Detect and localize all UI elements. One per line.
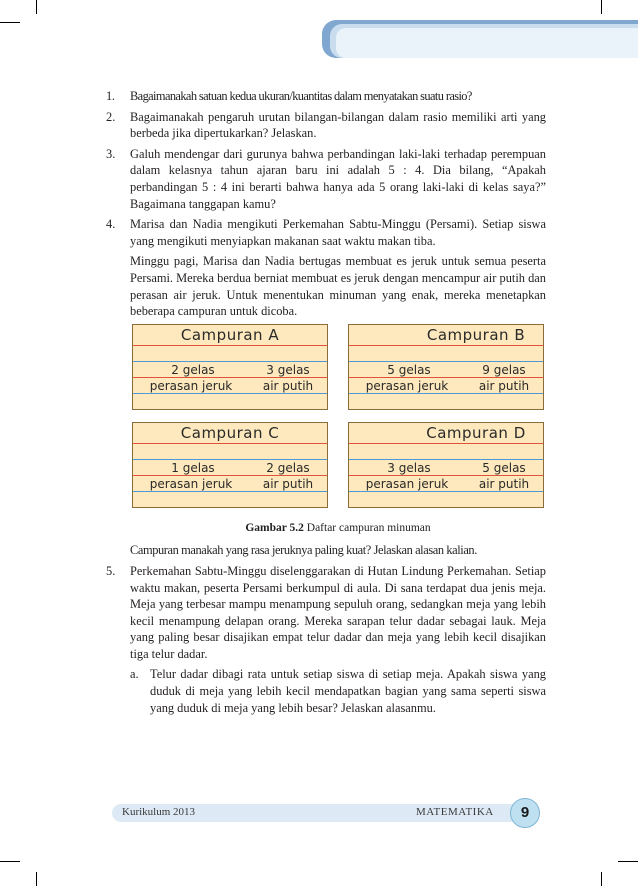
juice-qty: 5 gelas bbox=[387, 362, 431, 377]
question-text: Marisa dan Nadia mengikuti Perkemahan Sabtu-Minggu (Persami). Setiap siswa yang mengikuti menyiapkan makanan saat waktu makan tiba. bbox=[130, 217, 546, 248]
question-text: Galuh mendengar dari gurunya bahwa perbandingan laki-laki terhadap perempuan dalam kelasnya tahun ajaran baru ini adalah 5 : 4. Dia bilang, “Apakah perbandingan 5 : 4 ini berarti bahwa hanya ada 5 orang laki-laki di kelas saya?” Bagaimana tanggapan kamu? bbox=[130, 146, 546, 211]
water-qty: 9 gelas bbox=[482, 362, 526, 377]
juice-label: perasan jeruk bbox=[365, 378, 449, 393]
mix-box-b bbox=[348, 324, 544, 410]
water-qty: 5 gelas bbox=[482, 460, 526, 475]
question-text-continued: Minggu pagi, Marisa dan Nadia bertugas membuat es jeruk untuk semua peserta Persami. Mereka berdua berniat membuat es jeruk dengan mencampur air putih dan perasan air jeruk. Untuk menentukan minuman yang enak, mereka menetapkan beberapa campuran untuk dicoba. bbox=[130, 254, 546, 319]
page-footer bbox=[112, 800, 552, 826]
header-band bbox=[322, 14, 638, 58]
question-number: 2. bbox=[106, 109, 116, 124]
water-label: air putih bbox=[262, 378, 314, 393]
page-number: 9 bbox=[510, 798, 540, 828]
water-qty: 2 gelas bbox=[266, 460, 310, 475]
figure-caption bbox=[130, 520, 546, 537]
juice-label: perasan jeruk bbox=[365, 476, 449, 491]
crop-mark bbox=[618, 861, 638, 862]
crop-mark bbox=[601, 0, 602, 14]
question-text: Bagaimanakah satuan kedua ukuran/kuantitas dalam menyatakan suatu rasio? bbox=[130, 89, 472, 103]
question-number: 3. bbox=[106, 146, 116, 161]
juice-qty: 1 gelas bbox=[171, 460, 215, 475]
mix-box-a bbox=[132, 324, 328, 410]
question-3 bbox=[106, 146, 546, 212]
mix-title: Campuran C bbox=[180, 423, 280, 442]
question-1 bbox=[106, 88, 546, 105]
mix-box-c bbox=[132, 422, 328, 508]
mix-title: Campuran D bbox=[426, 423, 526, 442]
crop-mark bbox=[36, 872, 37, 886]
subquestion-letter: a. bbox=[130, 667, 139, 682]
question-4 bbox=[106, 216, 546, 559]
question-4-prompt: Campuran manakah yang rasa jeruknya paling kuat? Jelaskan alasan kalian. bbox=[130, 543, 477, 558]
caption-text: Daftar campuran minuman bbox=[303, 521, 431, 534]
crop-mark bbox=[601, 872, 602, 886]
question-text: Perkemahan Sabtu-Minggu diselenggarakan di Hutan Lindung Perkemahan. Setiap waktu makan, peserta Persami berkumpul di aula. Di sana terdapat dua jenis meja. Meja yang terbesar mampu menampung sepuluh orang, sedangkan meja yang lebih kecil menampung delapan orang. Mereka sarapan telur dadar sebagai lauk. Meja yang paling besar disajikan empat telur dadar dan meja yang lebih kecil disajikan tiga telur dadar. bbox=[130, 563, 546, 661]
question-number: 1. bbox=[106, 89, 115, 103]
question-5 bbox=[106, 563, 546, 716]
mix-box-d bbox=[348, 422, 544, 508]
water-label: air putih bbox=[478, 378, 530, 393]
caption-label: Gambar 5.2 bbox=[245, 521, 304, 534]
footer-curriculum: Kurikulum 2013 bbox=[122, 806, 196, 818]
water-label: air putih bbox=[478, 476, 530, 491]
mix-list bbox=[130, 324, 546, 514]
crop-mark bbox=[0, 861, 20, 862]
juice-label: perasan jeruk bbox=[149, 476, 233, 491]
question-5a bbox=[130, 666, 546, 716]
question-number: 5. bbox=[106, 563, 116, 578]
question-2 bbox=[106, 109, 546, 142]
crop-mark bbox=[0, 22, 20, 23]
water-qty: 3 gelas bbox=[266, 362, 310, 377]
water-label: air putih bbox=[262, 476, 314, 491]
mix-title: Campuran A bbox=[180, 325, 280, 344]
subquestion-text: Telur dadar dibagi rata untuk setiap siswa di setiap meja. Apakah siswa yang duduk di meja yang lebih kecil mendapatkan bagian yang sama seperti siswa yang duduk di meja yang lebih besar? Jelaskan alasanmu. bbox=[150, 667, 546, 715]
footer-subject: MATEMATIKA bbox=[416, 806, 494, 818]
juice-qty: 2 gelas bbox=[171, 362, 215, 377]
juice-label: perasan jeruk bbox=[149, 378, 233, 393]
crop-mark bbox=[36, 0, 37, 14]
question-text: Bagaimanakah pengaruh urutan bilangan-bilangan dalam rasio memiliki arti yang berbeda jika dipertukarkan? Jelaskan. bbox=[130, 109, 546, 141]
question-number: 4. bbox=[106, 217, 116, 232]
mix-title: Campuran B bbox=[426, 325, 526, 344]
page-content bbox=[106, 88, 546, 718]
juice-qty: 3 gelas bbox=[387, 460, 431, 475]
